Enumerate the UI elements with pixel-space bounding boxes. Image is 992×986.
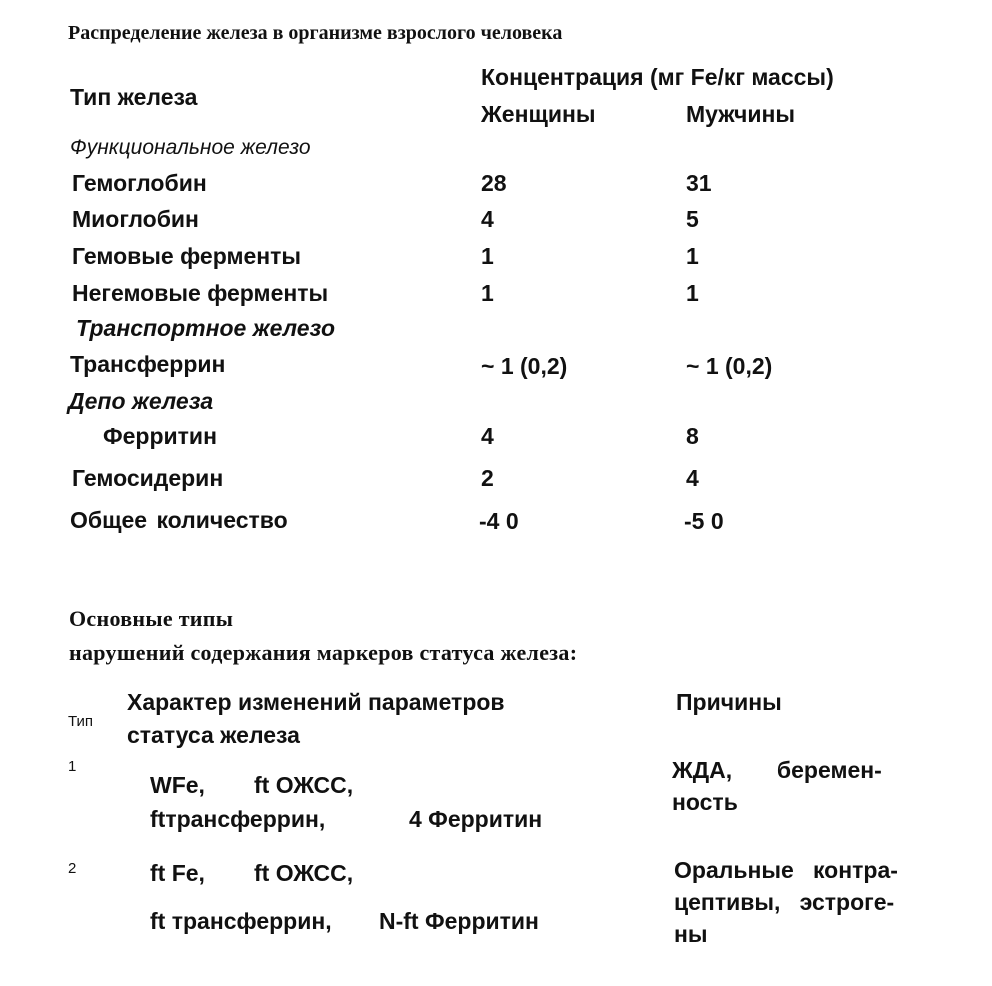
- cause-text: ЖДА, беремен-: [672, 757, 882, 783]
- marker-change: ft ОЖСС,: [254, 860, 354, 886]
- row-women-value: 4: [481, 206, 494, 232]
- row-men-value: 1: [686, 280, 699, 306]
- group-transport-iron: Транспортное железо: [76, 315, 336, 341]
- col-header-changes-line2: статуса железа: [127, 722, 300, 748]
- row-type: 2: [68, 860, 77, 877]
- row-women-value: 28: [481, 170, 507, 196]
- col-header-type: Тип железа: [70, 84, 198, 110]
- marker-change: ftтрансферрин,: [150, 806, 326, 832]
- row-name: Миоглобин: [72, 206, 199, 232]
- row-women-value: ~ 1 (0,2): [481, 353, 568, 379]
- marker-change: WFe,: [150, 772, 205, 798]
- table2-title-line2: нарушений содержания маркеров статуса железа:: [69, 640, 578, 665]
- group-functional-iron: Функциональное железо: [70, 136, 311, 159]
- col-header-causes: Причины: [676, 689, 782, 715]
- col-header-women: Женщины: [481, 101, 596, 127]
- marker-change: 4 Ферритин: [409, 806, 543, 832]
- group-depot-iron: Депо железа: [68, 388, 214, 414]
- row-name: Ферритин: [103, 423, 217, 449]
- row-name: Общее количество: [70, 507, 288, 533]
- row-men-value: 5: [686, 206, 699, 232]
- row-name: Гемосидерин: [72, 465, 224, 491]
- cause-text: Оральные контра-: [674, 857, 898, 883]
- row-men-value: -5 0: [684, 508, 724, 534]
- cause-text: ность: [672, 789, 738, 815]
- row-women-value: 1: [481, 243, 494, 269]
- row-women-value: 4: [481, 423, 494, 449]
- row-name: Негемовые ферменты: [72, 280, 329, 306]
- row-men-value: 4: [686, 465, 699, 491]
- row-name: Гемоглобин: [72, 170, 207, 196]
- row-name: Гемовые ферменты: [72, 243, 302, 269]
- table2-title-line1: Основные типы: [69, 606, 234, 631]
- col-header-type: Тип: [68, 713, 94, 730]
- row-men-value: 8: [686, 423, 699, 449]
- row-women-value: 1: [481, 280, 494, 306]
- col-header-men: Мужчины: [686, 101, 795, 127]
- col-header-changes-line1: Характер изменений параметров: [127, 689, 505, 715]
- row-women-value: -4 0: [479, 508, 519, 534]
- marker-change: N-ft Ферритин: [379, 908, 539, 934]
- table1-title: Распределение железа в организме взрослого человека: [68, 22, 563, 44]
- row-type: 1: [68, 758, 77, 775]
- marker-change: ft ОЖСС,: [254, 772, 354, 798]
- row-women-value: 2: [481, 465, 494, 491]
- marker-change: ft Fe,: [150, 860, 205, 886]
- row-men-value: 31: [686, 170, 712, 196]
- col-header-concentration: Концентрация (мг Fe/кг массы): [481, 64, 834, 90]
- cause-text: цептивы, эстроге-: [674, 889, 895, 915]
- marker-change: ft трансферрин,: [150, 908, 332, 934]
- cause-text: ны: [674, 921, 708, 947]
- row-name: Трансферрин: [70, 351, 226, 377]
- row-men-value: ~ 1 (0,2): [686, 353, 773, 379]
- row-men-value: 1: [686, 243, 699, 269]
